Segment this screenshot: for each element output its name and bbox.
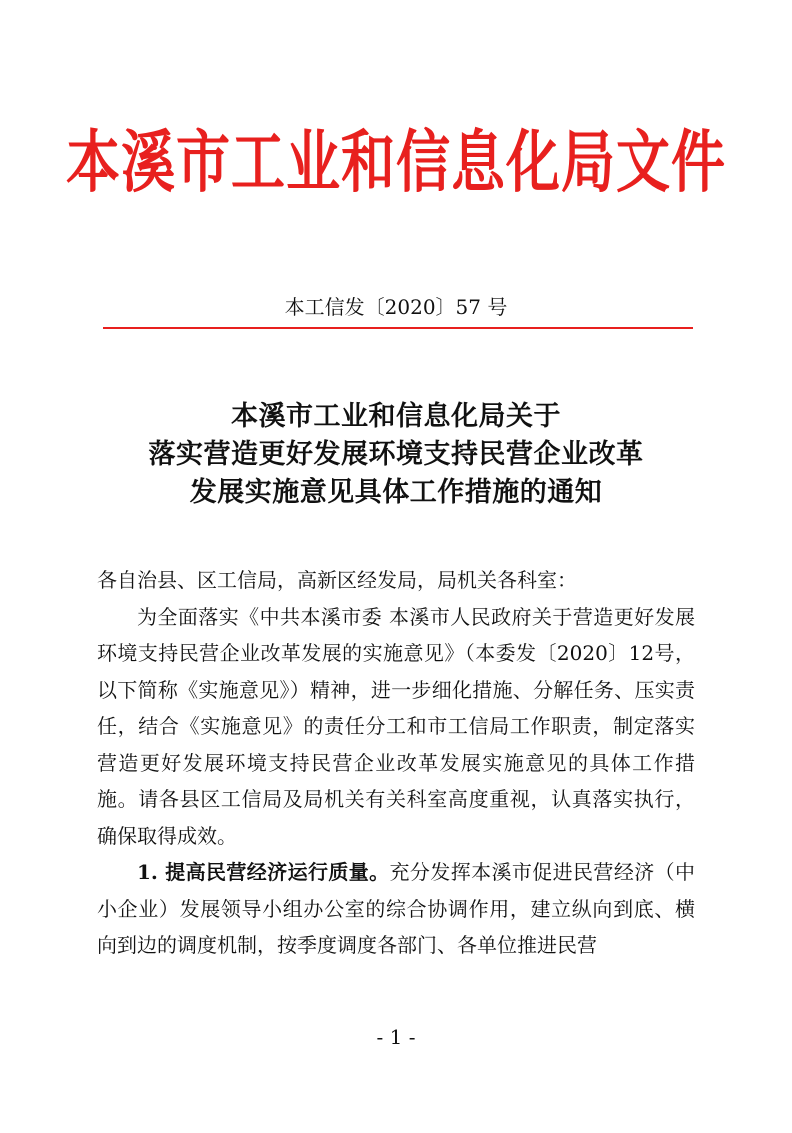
document-number: 本工信发〔2020〕57 号	[284, 295, 508, 319]
document-body	[97, 562, 695, 964]
red-separator-line	[103, 327, 693, 329]
addressee-line: 各自治县、区工信局，高新区经发局，局机关各科室：	[97, 568, 577, 592]
page-number: - 1 -	[376, 1025, 416, 1049]
item-1-text: 充分发挥本溪市促进民营经济（中小企业）发展领导小组办公室的综合协调作用，建立纵向到底、横向到边的调度机制，按季度调度各部门、各单位推进民营	[97, 860, 695, 957]
notice-title	[0, 398, 792, 512]
item-1-heading: 1. 提高民营经济运行质量。	[137, 860, 390, 884]
item-1-paragraph	[97, 854, 695, 964]
masthead-title: 本溪市工业和信息化局文件	[66, 123, 726, 202]
title-line-3: 发展实施意见具体工作措施的通知	[189, 477, 603, 508]
intro-paragraph: 为全面落实《中共本溪市委 本溪市人民政府关于营造更好发展环境支持民营企业改革发展的实施意见》（本委发〔2020〕12号，以下简称《实施意见》）精神，进一步细化措施、分解任务、压实责任，结合《实施意见》的责任分工和市工信局工作职责，制定落实营造更好发展环境支持民营企业改革发展实施意见的具体工作措施。请各县区工信局及局机关有关科室高度重视，认真落实执行，确保取得成效。	[97, 604, 695, 848]
title-line-2: 落实营造更好发展环境支持民营企业改革	[148, 439, 644, 470]
title-line-1: 本溪市工业和信息化局关于	[231, 401, 561, 432]
